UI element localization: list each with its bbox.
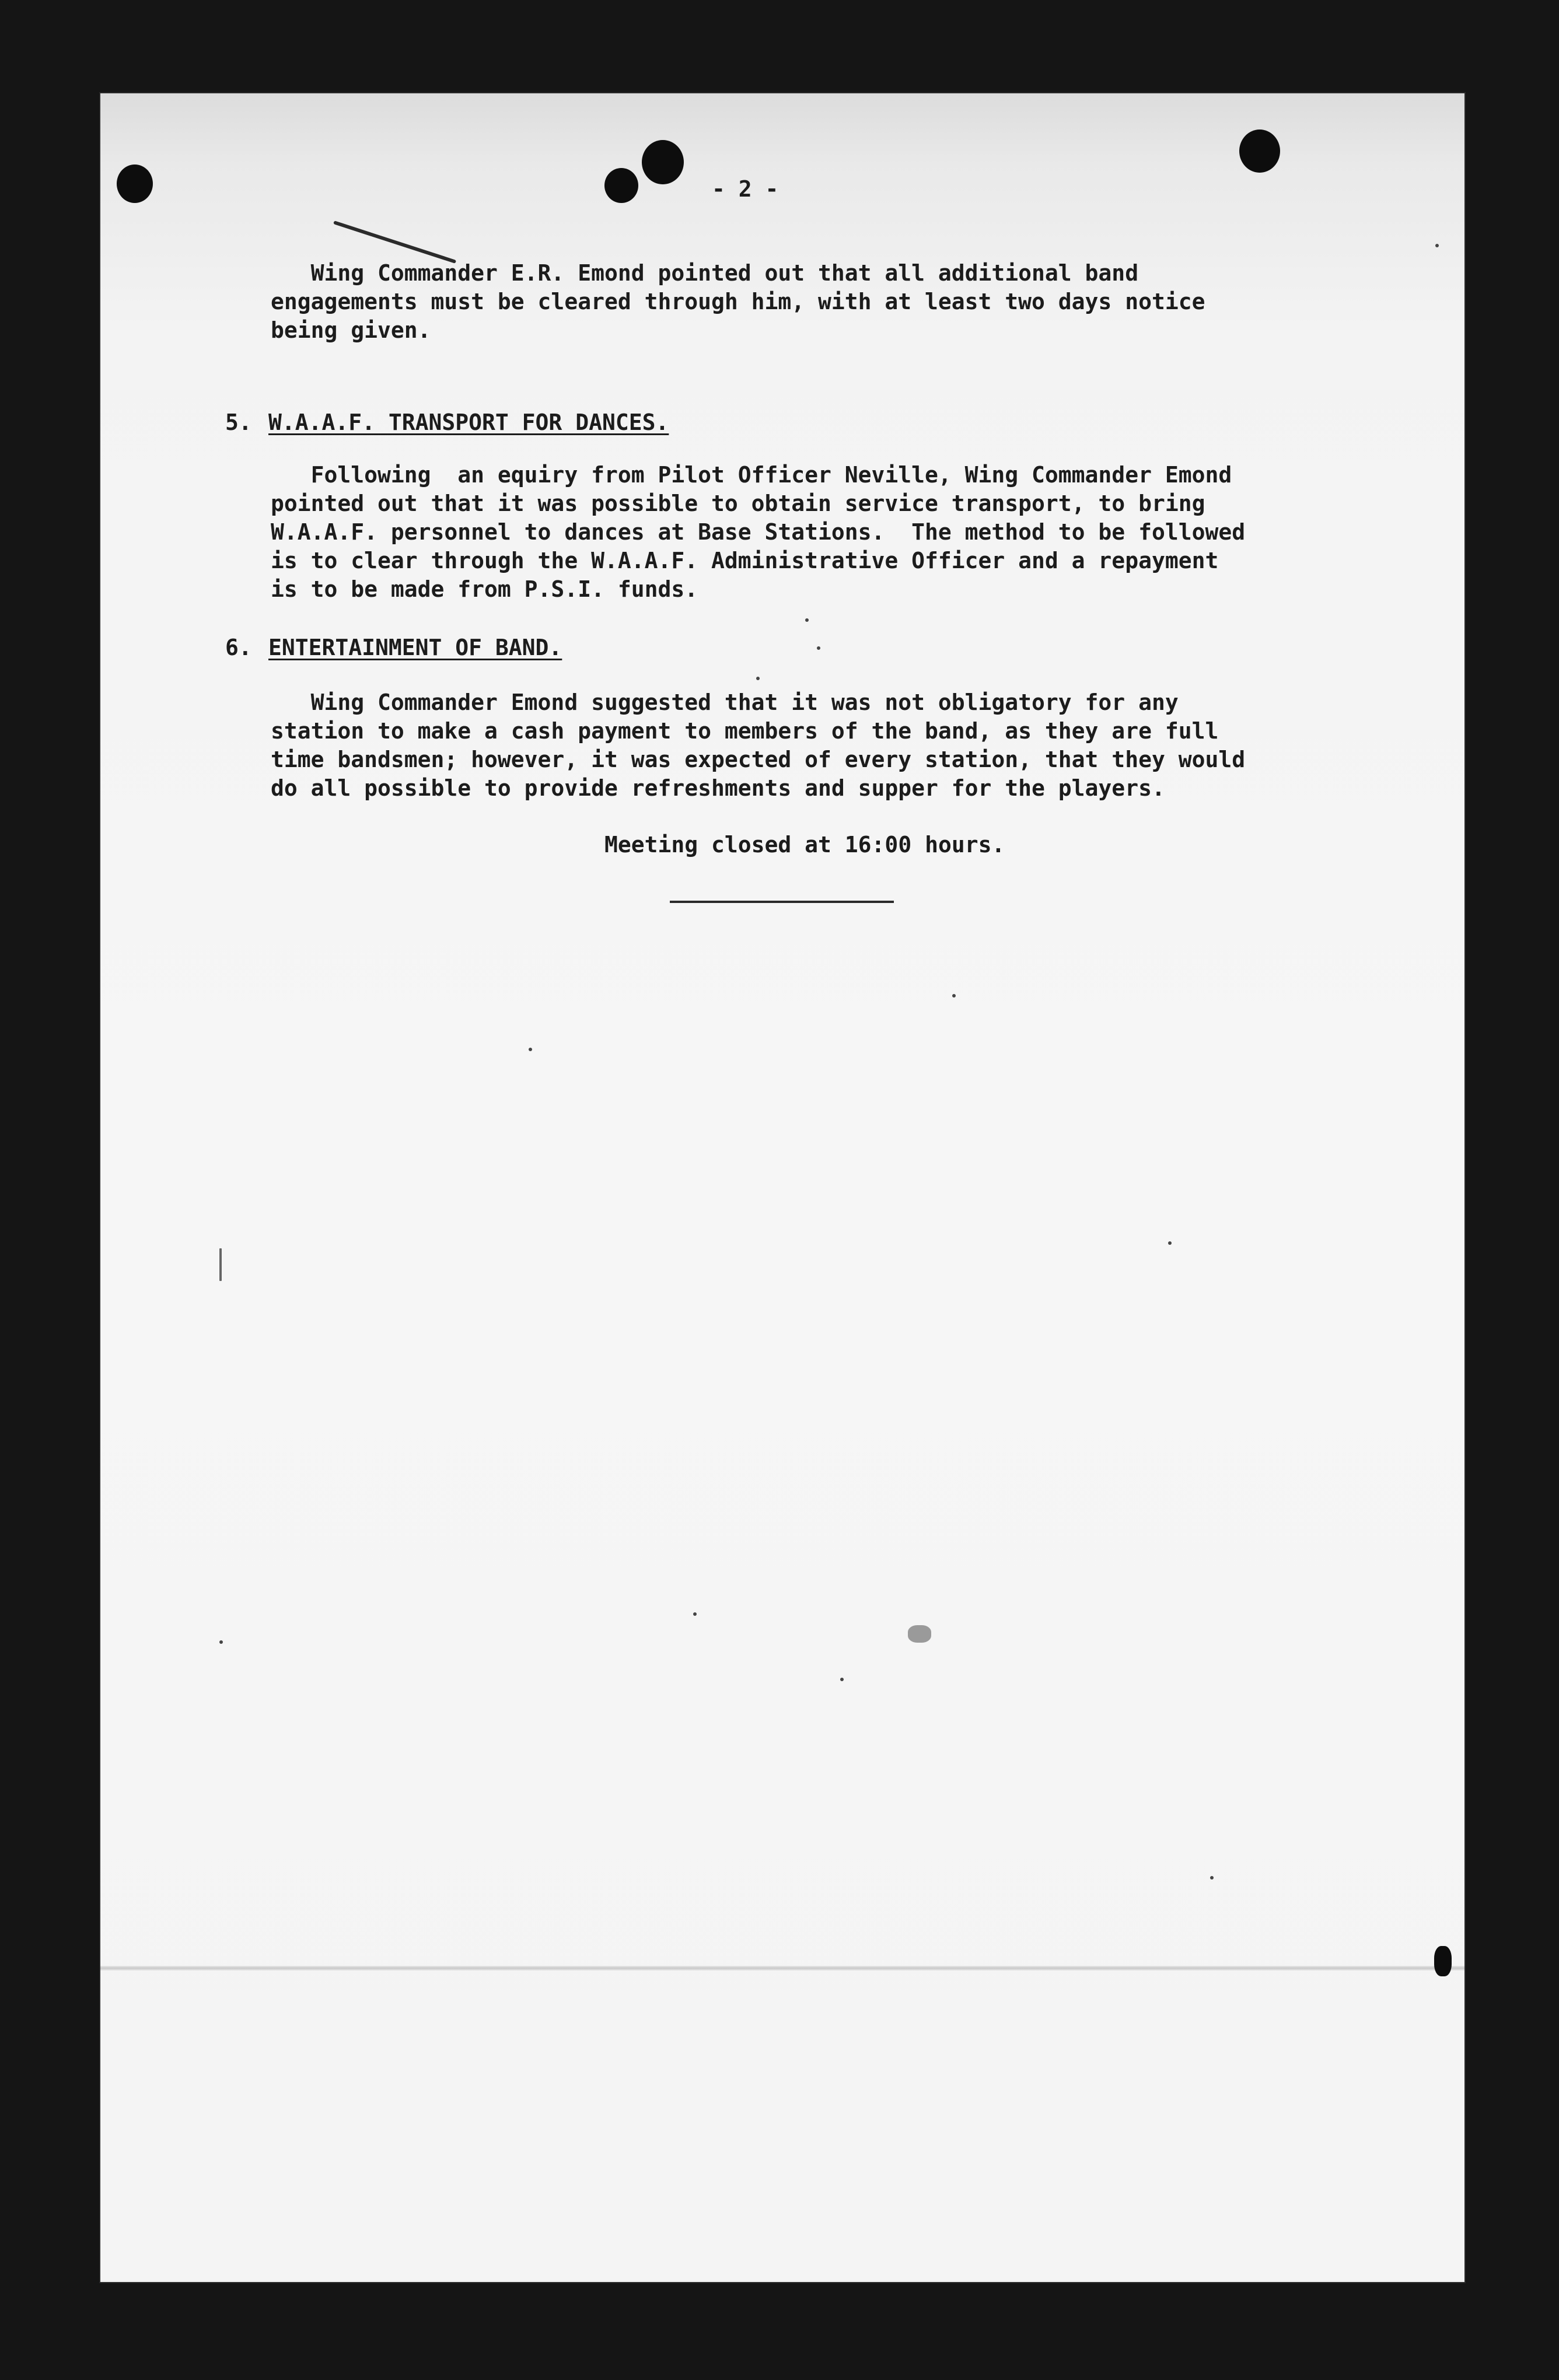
intro-line-3: being given. (271, 317, 431, 343)
page-fold-line (100, 1966, 1464, 1971)
speck (908, 1625, 931, 1643)
speck (529, 1048, 532, 1051)
section-5-title: W.A.A.F. TRANSPORT FOR DANCES. (268, 410, 669, 435)
punch-hole-right (1239, 130, 1280, 173)
speck (693, 1612, 697, 1616)
section-6-title: ENTERTAINMENT OF BAND. (268, 635, 562, 660)
intro-line-1: Wing Commander E.R. Emond pointed out that all additional band (271, 260, 1139, 286)
edge-tear-right (1434, 1946, 1452, 1976)
speck (1210, 1876, 1214, 1880)
section-5-line-1: Following an equiry from Pilot Officer Neville, Wing Commander Emond (271, 462, 1232, 488)
speck (840, 1678, 844, 1681)
section-5-line-5: is to be made from P.S.I. funds. (271, 576, 698, 602)
speck (219, 1248, 222, 1281)
speck (219, 1640, 223, 1644)
punch-hole-center-small (604, 168, 638, 203)
speck (756, 677, 760, 680)
section-5-line-3: W.A.A.F. personnel to dances at Base Stations. The method to be followed (271, 519, 1246, 545)
punch-hole-center-large (642, 140, 684, 184)
section-5-line-4: is to clear through the W.A.A.F. Administrative Officer and a repayment (271, 548, 1219, 573)
section-6-line-3: time bandsmen; however, it was expected of every station, that they would (271, 747, 1246, 772)
speck (805, 618, 809, 622)
speck (1168, 1241, 1172, 1245)
section-5-number: 5. (225, 410, 252, 435)
speck (952, 994, 956, 998)
end-rule (670, 901, 894, 903)
section-6-line-4: do all possible to provide refreshments and supper for the players. (271, 775, 1165, 801)
closing-line: Meeting closed at 16:00 hours. (604, 832, 1005, 858)
intro-line-2: engagements must be cleared through him, with at least two days notice (271, 289, 1205, 314)
speck (1435, 244, 1439, 247)
page-number: - 2 - (712, 176, 779, 202)
section-6-line-2: station to make a cash payment to members of the band, as they are full (271, 718, 1219, 744)
section-5-line-2: pointed out that it was possible to obtain service transport, to bring (271, 491, 1205, 516)
speck (817, 646, 820, 650)
scratch-mark (333, 220, 456, 264)
section-6-line-1: Wing Commander Emond suggested that it was not obligatory for any (271, 690, 1179, 715)
punch-hole-left (117, 164, 153, 203)
section-6-number: 6. (225, 635, 252, 660)
